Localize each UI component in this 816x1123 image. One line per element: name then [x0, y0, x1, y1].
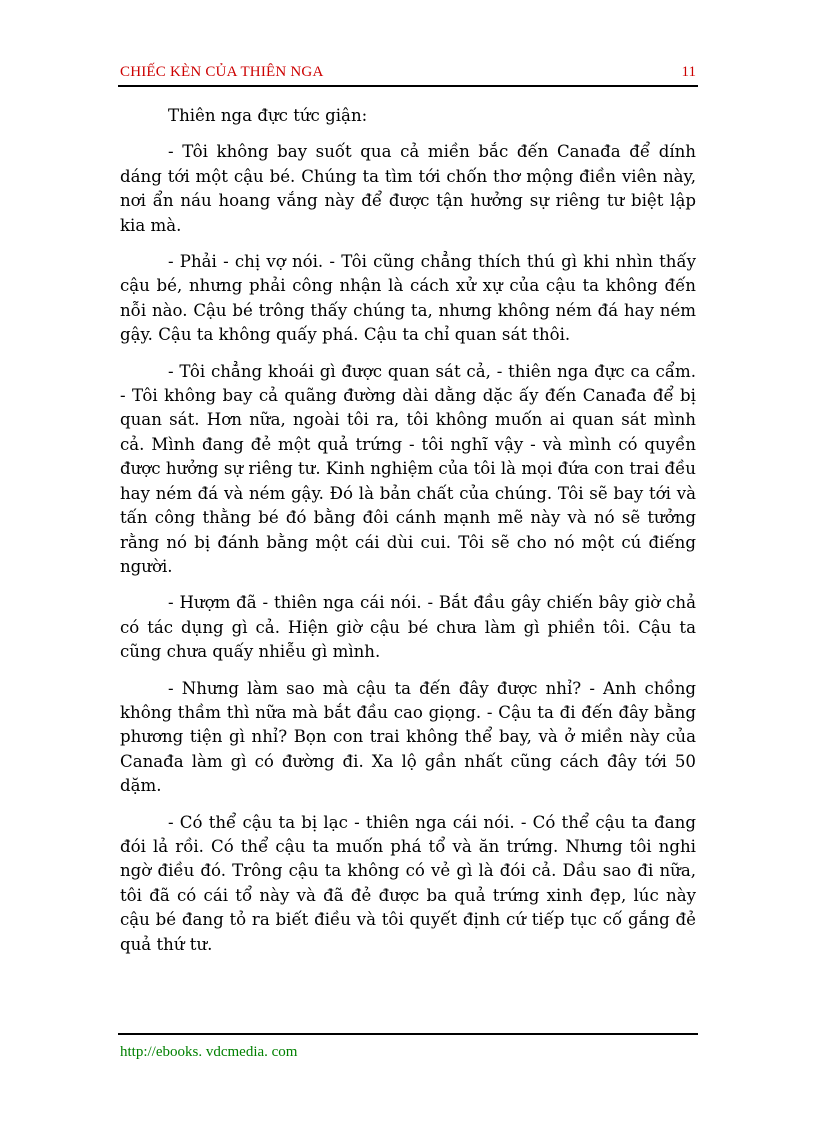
footer-website-link[interactable]: http://ebooks. vdcmedia. com: [120, 1044, 298, 1060]
paragraph-3: - Phải - chị vợ nói. - Tôi cũng chẳng thích thú gì khi nhìn thấy cậu bé, nhưng phải công nhận là cách xử xự của cậu ta không đến nỗi nào. Cậu bé trông thấy chúng ta, nhưng không ném đá hay ném gậy. Cậu ta không quấy phá. Cậu ta chỉ quan sát thôi.: [120, 252, 696, 345]
paragraph-2: - Tôi không bay suốt qua cả miền bắc đến Canađa để dính dáng tới một cậu bé. Chúng ta tìm tới chốn thơ mộng điền viên này, nơi ẩn náu hoang vắng này để được tận hưởng sự riêng tư biệt lập kia mà.: [120, 142, 696, 235]
paragraph-1: Thiên nga đực tức giận:: [168, 106, 368, 125]
page-header: [118, 64, 698, 86]
page-body: [120, 104, 696, 969]
book-title: CHIẾC KÈN CỦA THIÊN NGA: [120, 64, 324, 80]
header-divider: [118, 85, 698, 87]
page-number: 11: [681, 64, 696, 80]
paragraph-6: - Nhưng làm sao mà cậu ta đến đây được nhỉ? - Anh chồng không thầm thì nữa mà bắt đầu cao giọng. - Cậu ta đi đến đây bằng phương tiện gì nhỉ? Bọn con trai không thể bay, và ở miền này của Canađa làm gì có đường đi. Xa lộ gần nhất cũng cách đây tới 50 dặm.: [120, 678, 696, 796]
paragraph-7: - Có thể cậu ta bị lạc - thiên nga cái nói. - Có thể cậu ta đang đói lả rồi. Có thể cậu ta muốn phá tổ và ăn trứng. Nhưng tôi nghi ngờ điều đó. Trông cậu ta không có vẻ gì là đói cả. Dầu sao đi nữa, tôi đã có cái tổ này và đã đẻ được ba quả trứng xinh đẹp, lúc này cậu bé đang tỏ ra biết điều và tôi quyết định cứ tiếp tục cố gắng đẻ quả thứ tư.: [120, 812, 696, 954]
paragraph-4: - Tôi chẳng khoái gì được quan sát cả, - thiên nga đực ca cẩm. - Tôi không bay cả quãng đường dài dằng dặc ấy đến Canađa để bị quan sát. Hơn nữa, ngoài tôi ra, tôi không muốn ai quan sát mình cả. Mình đang đẻ một quả trứng - tôi nghĩ vậy - và mình có quyền được hưởng sự riêng tư. Kinh nghiệm của tôi là mọi đứa con trai đều hay ném đá và ném gậy. Đó là bản chất của chúng. Tôi sẽ bay tới và tấn công thằng bé đó bằng đôi cánh mạnh mẽ này và nó sẽ tưởng rằng nó bị đánh bằng một cái dùi cui. Tôi sẽ cho nó một cú điếng người.: [120, 361, 696, 576]
footer-divider: [118, 1033, 698, 1035]
paragraph-5: - Hượm đã - thiên nga cái nói. - Bắt đầu gây chiến bây giờ chả có tác dụng gì cả. Hiện giờ cậu bé chưa làm gì phiền tôi. Cậu ta cũng chưa quấy nhiễu gì mình.: [120, 593, 696, 662]
